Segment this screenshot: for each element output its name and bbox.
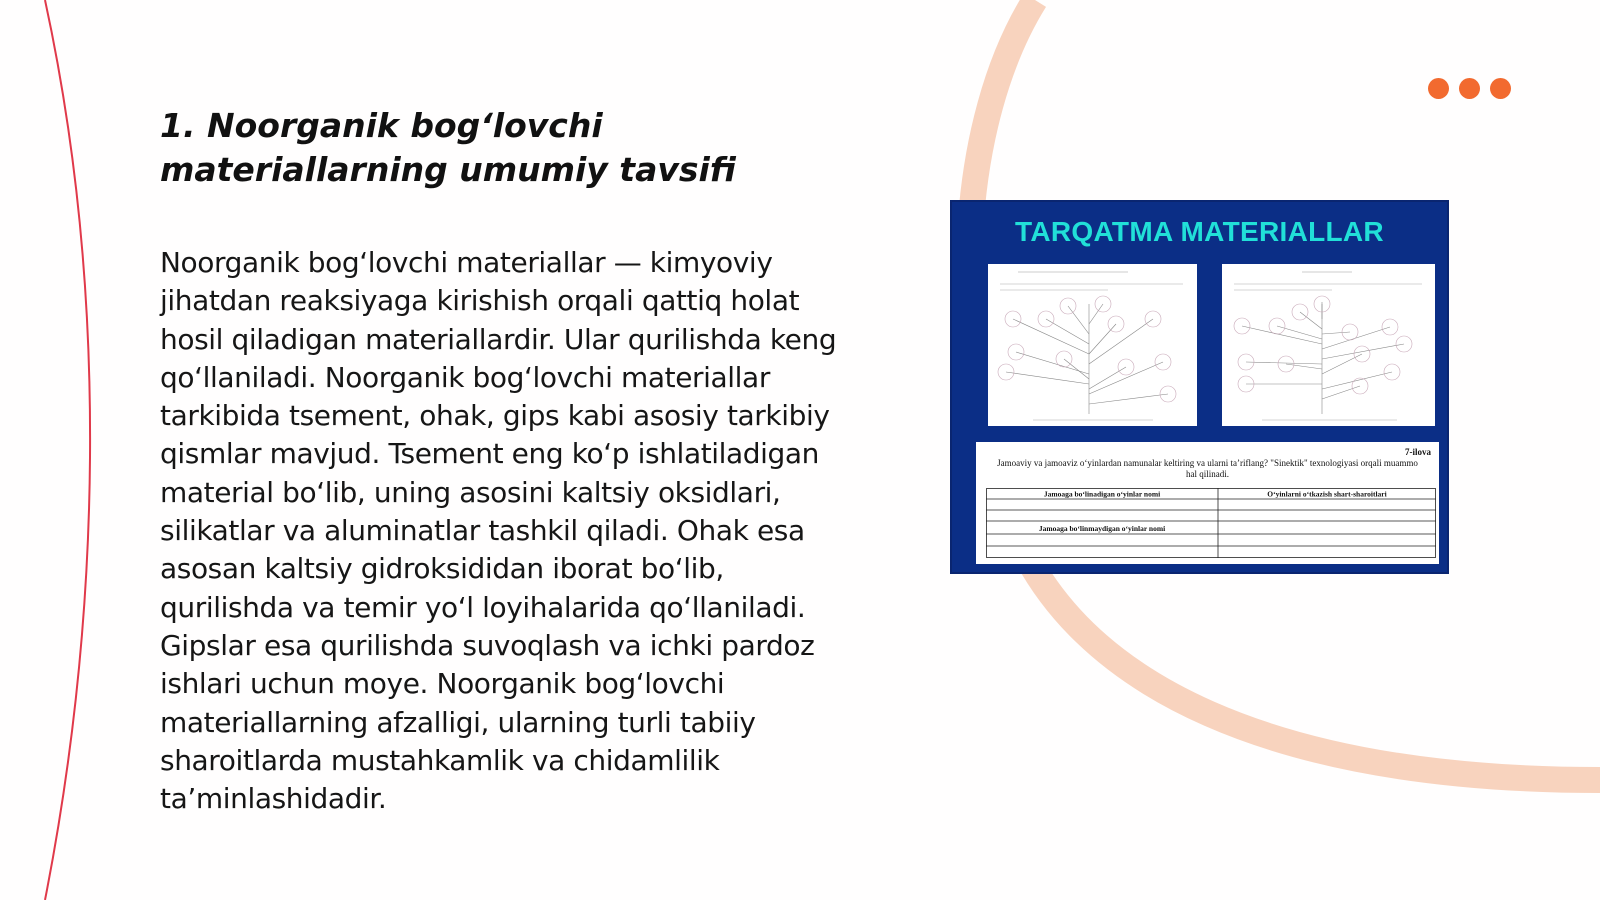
- tree-diagram-icon: [1222, 264, 1435, 426]
- table-header-1: Jamoaga bo‘linadigan o‘yinlar nomi: [1043, 489, 1161, 499]
- dot-icon: [1490, 78, 1511, 99]
- table-subheader: Jamoaga bo‘linmaydigan o‘yinlar nomi: [1038, 524, 1166, 533]
- worksheet-tree-right: [1222, 264, 1435, 426]
- tree-diagram-icon: [988, 264, 1197, 426]
- games-table: [986, 488, 1436, 558]
- slide-title: 1. Noorganik bog‘lovchi materiallarning umumiy tavsifi: [160, 106, 736, 189]
- table-header-2: O‘yinlarni o‘tkazish shart-sharoitlari: [1267, 489, 1387, 499]
- task-instruction: Jamoaviy va jamoaviz o‘yinlardan namunalar keltiring va ularni ta’riflang? "Sinektik" texnologiyasi orqali muammo hal qilinadi.: [997, 458, 1418, 479]
- handout-picture: [950, 200, 1449, 574]
- slide-body-text: Noorganik bog‘lovchi materiallar — kimyoviy jihatdan reaksiyaga kirishish orqali qattiq holat hosil qiladigan materiallardir. Ular qurilishda keng qo‘llaniladi. Noorganik bog‘lovchi materiallar tarkibida tsement, ohak, gips kabi asosiy tarkibiy qismlar mavjud. Tsement eng ko‘p ishlatiladigan material bo‘lib, uning asosini kaltsiy oksidlari, silikatlar va aluminatlar tashkil qiladi. Ohak esa asosan kaltsiy gidroksididan iborat bo‘lib, qurilishda va temir yo‘l loyihalarida qo‘llaniladi. Gipslar esa qurilishda suvoqlash va ichki pardoz ishlari uchun moye. Noorganik bog‘lovchi materiallarning afzalligi, ularning turli tabiiy sharoitlarda mustahkamlik va chidamlilik ta’minlashidadir.: [160, 246, 837, 816]
- dots-decoration: [1428, 78, 1512, 100]
- worksheet-table: [976, 442, 1439, 564]
- decorative-line: [45, 0, 90, 900]
- picture-title: TARQATMA MATERIALLAR: [1015, 216, 1384, 247]
- worksheet-tree-left: [988, 264, 1197, 426]
- dot-icon: [1459, 78, 1480, 99]
- dot-icon: [1428, 78, 1449, 99]
- task-label: 7-ilova: [1405, 447, 1431, 457]
